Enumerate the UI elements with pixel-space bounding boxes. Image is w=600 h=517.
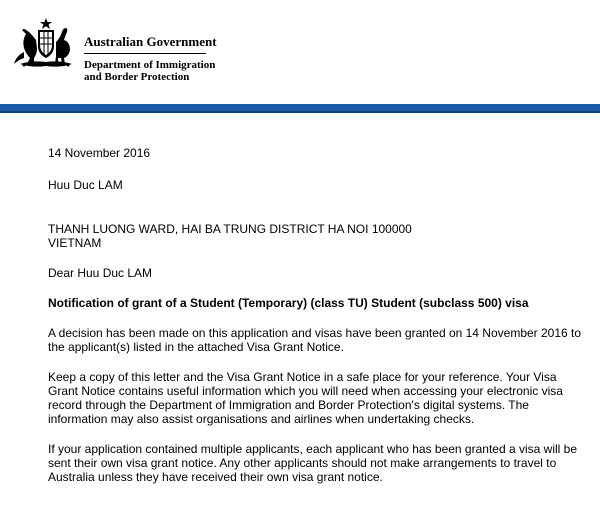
header-band-shadow [0,111,600,113]
header-band [0,104,600,111]
letter-body [48,146,588,500]
salutation: Dear Huu Duc LAM [48,266,153,280]
recipient-address [48,222,588,250]
letter-subject: Notification of grant of a Student (Temporary) (class TU) Student (subclass 500) visa [48,296,529,310]
address-line-2: VIETNAM [48,236,102,250]
paragraph-keep-copy: Keep a copy of this letter and the Visa Grant Notice in a safe place for your reference. Your Visa Grant Notice contains useful information which you will need when accessing your electronic visa record through the Department of Immigration and Border Protection's digital systems. The information may also assist organisations and airlines when undertaking checks. [48,370,563,426]
letter-date: 14 November 2016 [48,146,151,160]
department-name-line-2: and Border Protection [84,71,190,83]
paragraph-multiple-applicants: If your application contained multiple applicants, each applicant who has been granted a visa will be sent their own visa grant notice. Any other applicants should not make arrangements to travel to Australia unless they have received their own visa grant notice. [48,442,577,484]
letterhead [0,0,600,104]
government-name: Australian Government [84,34,206,54]
department-name-line-1: Department of Immigration [84,59,216,71]
recipient-name: Huu Duc LAM [48,178,123,192]
address-line-1: THANH LUONG WARD, HAI BA TRUNG DISTRICT HA NOI 100000 [48,222,412,236]
coat-of-arms-icon [12,18,80,70]
paragraph-grant-decision: A decision has been made on this application and visas have been granted on 14 November 2016 to the applicant(s) listed in the attached Visa Grant Notice. [48,326,582,354]
agency-name [84,34,215,83]
